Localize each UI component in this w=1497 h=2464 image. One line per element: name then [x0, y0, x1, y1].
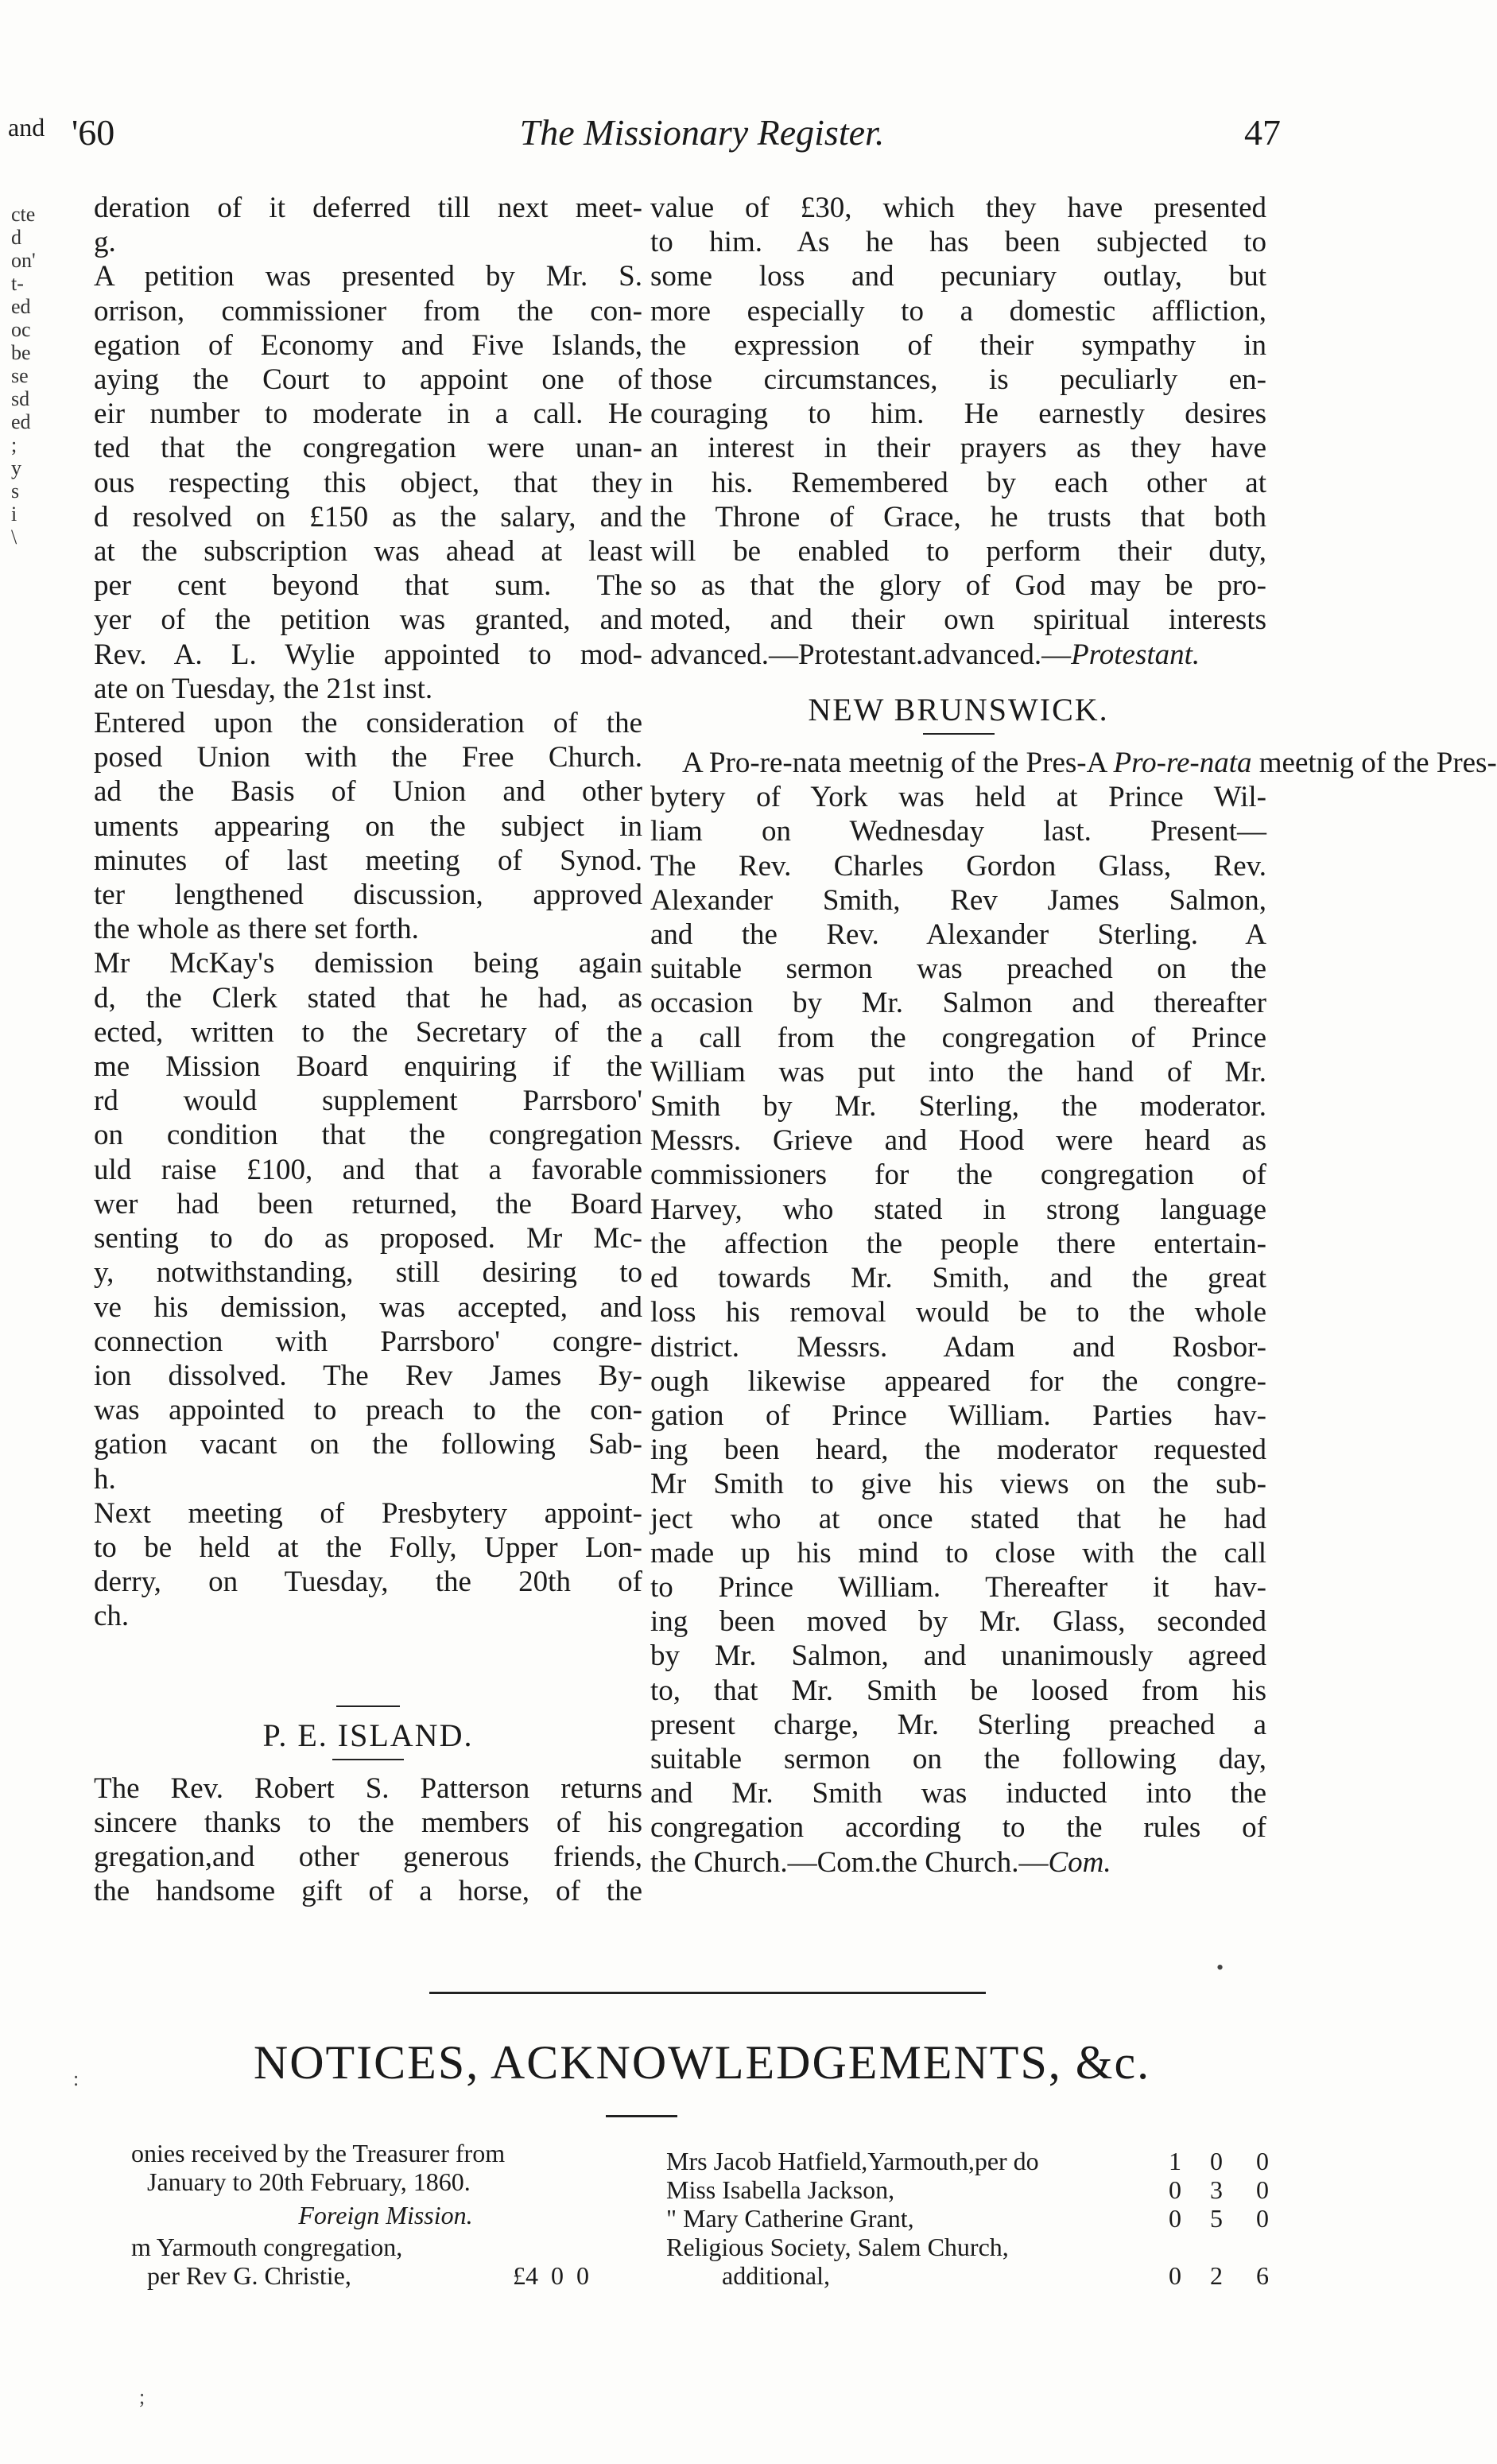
text-line: posed Union with the Free Church.	[94, 741, 642, 774]
text-line: those circumstances, is peculiarly en-	[650, 363, 1266, 397]
left-column	[94, 191, 642, 1909]
text-line: value of £30, which they have presented	[650, 192, 1266, 224]
ack-name: Mrs Jacob Hatfield,Yarmouth,per do	[666, 2147, 1039, 2175]
text-line: made up his mind to close with the call	[650, 1536, 1266, 1570]
text-line: rd would supplement Parrsboro'	[94, 1085, 642, 1118]
text-line: d resolved on £150 as the salary, and	[94, 500, 642, 534]
page-number: 47	[1244, 112, 1281, 153]
margin-fragment: t-	[11, 272, 24, 295]
left-column-paragraphs	[94, 191, 642, 1634]
ack-row	[666, 2175, 1286, 2204]
section-divider	[429, 1992, 986, 1994]
text-line: ad the Basis of Union and other	[94, 775, 642, 809]
text-line: to him. As he has been subjected to	[650, 226, 1266, 259]
journal-title: The Missionary Register.	[519, 112, 885, 153]
text-line: some loss and pecuniary outlay, but	[650, 260, 1266, 293]
ack-pounds: 1	[1169, 2147, 1181, 2175]
section-rule	[332, 1759, 404, 1760]
text-line: ed towards Mr. Smith, and the great	[650, 1262, 1266, 1295]
stray-mark: •	[1216, 1956, 1224, 1979]
text-line: orrison, commissioner from the con-	[94, 294, 642, 328]
continuation-paragraph	[650, 191, 1266, 672]
text-line: so as that the glory of God may be pro-	[650, 569, 1266, 603]
text-line: y, notwithstanding, still desiring to	[94, 1256, 642, 1290]
text-line: eir number to moderate in a call. He	[94, 398, 642, 431]
text-line: occasion by Mr. Salmon and thereafter	[650, 987, 1266, 1020]
text-line: to Prince William. Thereafter it hav-	[650, 1570, 1266, 1604]
ack-item-amount: £4 0 0	[513, 2261, 589, 2290]
text-line: Harvey, who stated in strong language	[650, 1193, 1266, 1226]
pei-heading: P. E. ISLAND.	[262, 1717, 474, 1753]
right-column	[650, 191, 1497, 1880]
margin-fragment: ;	[11, 433, 17, 456]
ack-pence: 0	[1256, 2147, 1269, 2175]
ack-shillings: 2	[1210, 2261, 1223, 2290]
text-line: gregation,and other generous friends,	[94, 1841, 642, 1874]
text-line: d, the Clerk stated that he had, as	[94, 981, 642, 1015]
text-line: Next meeting of Presbytery appoint-	[94, 1496, 642, 1530]
text-line: senting to do as proposed. Mr Mc-	[94, 1222, 642, 1255]
text-line: ch.	[94, 1600, 130, 1633]
text-line: per cent beyond that sum. The	[94, 569, 642, 603]
text-line: in his. Remembered by each other at	[650, 466, 1266, 499]
text-line: the whole as there set forth.	[94, 913, 419, 946]
margin-fragment: i	[11, 503, 17, 526]
text-line: William was put into the hand of Mr.	[650, 1055, 1266, 1088]
margin-fragment: y	[11, 456, 21, 479]
text-line: me Mission Board enquiring if the	[94, 1050, 642, 1084]
text-line: Mr Smith to give his views on the sub-	[650, 1468, 1266, 1501]
text-line: minutes of last meeting of Synod.	[94, 844, 642, 877]
ack-intro: January to 20th February, 1860.	[147, 2167, 471, 2196]
margin-fragment: ed	[11, 410, 31, 433]
paragraph	[94, 1496, 642, 1634]
text-line: district. Messrs. Adam and Rosbor-	[650, 1330, 1266, 1364]
text-line: yer of the petition was granted, and	[94, 603, 642, 637]
text-line: ject who at once stated that he had	[650, 1502, 1266, 1535]
text-line: gation of Prince William. Parties hav-	[650, 1399, 1266, 1432]
paragraph	[94, 191, 642, 259]
text-line: the expression of their sympathy in	[650, 328, 1266, 362]
text-line: by Mr. Salmon, and unanimously agreed	[650, 1639, 1266, 1673]
margin-fragment: s	[11, 479, 20, 503]
text-line: ate on Tuesday, the 21st inst.	[94, 672, 433, 705]
text-line: Smith by Mr. Sterling, the moderator.	[650, 1090, 1266, 1123]
text-line: ected, written to the Secretary of the	[94, 1015, 642, 1049]
text-line: ing been heard, the moderator requested	[650, 1434, 1266, 1467]
running-header	[0, 111, 1404, 159]
notices-title: NOTICES, ACKNOWLEDGEMENTS, &c.	[253, 2036, 1151, 2089]
text-line: Mr McKay's demission being again	[94, 947, 642, 980]
section-rule	[336, 1705, 400, 1707]
text-line: and Mr. Smith was inducted into the	[650, 1777, 1266, 1810]
text-line: more especially to a domestic affliction,	[650, 294, 1266, 328]
new-brunswick-paragraph	[650, 746, 1497, 1880]
text-line: A petition was presented by Mr. S.	[94, 260, 642, 293]
text-line: g.	[94, 226, 116, 259]
text-line: Rev. A. L. Wylie appointed to mod-	[94, 638, 642, 671]
text-line: liam on Wednesday last. Present—	[650, 815, 1266, 848]
ack-item-name: per Rev G. Christie,	[147, 2261, 351, 2290]
margin-fragment: cte	[11, 203, 36, 226]
text-line: gation vacant on the following Sab-	[94, 1428, 642, 1461]
text-line: The Rev. Robert S. Patterson returns	[94, 1771, 642, 1805]
text-line: congregation according to the rules of	[650, 1811, 1266, 1845]
text-line: bytery of York was held at Prince Wil-	[650, 781, 1266, 814]
text-line: to, that Mr. Smith be loosed from his	[650, 1674, 1266, 1707]
margin-fragment: \	[11, 526, 17, 549]
ack-name: Miss Isabella Jackson,	[666, 2175, 895, 2204]
text-line: aying the Court to appoint one of	[94, 363, 642, 397]
ack-pence: 0	[1256, 2175, 1269, 2204]
ack-row	[666, 2204, 1286, 2233]
text-line: deration of it deferred till next meet-	[94, 192, 642, 224]
stray-mark: ;	[139, 2385, 145, 2408]
text-line: wer had been returned, the Board	[94, 1187, 642, 1220]
margin-fragment: sd	[11, 387, 30, 410]
ack-intro: onies received by the Treasurer from	[131, 2139, 506, 2167]
acknowledgements-right	[666, 2139, 1286, 2290]
text-line: h.	[94, 1462, 116, 1496]
text-line: derry, on Tuesday, the 20th of	[94, 1566, 642, 1599]
header-year: '60	[72, 112, 115, 153]
margin-fragment: se	[11, 364, 29, 387]
ack-name: additional,	[722, 2261, 830, 2290]
text-line: egation of Economy and Five Islands,	[94, 328, 642, 362]
ack-pence: 6	[1256, 2261, 1269, 2290]
text-line: ve his demission, was accepted, and	[94, 1290, 642, 1324]
ack-subheading: Foreign Mission.	[298, 2201, 473, 2229]
text-line: will be enabled to perform their duty,	[650, 535, 1266, 568]
ack-pounds: 0	[1169, 2261, 1181, 2290]
ack-item	[131, 2261, 640, 2290]
margin-fragment: d	[11, 226, 21, 249]
text-line: moted, and their own spiritual interests	[650, 603, 1266, 637]
ack-item: m Yarmouth congregation,	[131, 2233, 403, 2261]
text-line: the affection the people there entertain-	[650, 1227, 1266, 1260]
section-rule	[606, 2115, 677, 2117]
ack-pence: 0	[1256, 2204, 1269, 2233]
text-line: the handsome gift of a horse, of the	[94, 1875, 642, 1908]
text-line: uments appearing on the subject in	[94, 809, 642, 843]
text-line: Messrs. Grieve and Hood were heard as	[650, 1124, 1266, 1158]
text-line: present charge, Mr. Sterling preached a	[650, 1708, 1266, 1741]
text-line: advanced.—Protestant.advanced.—Protestant.	[650, 638, 1200, 671]
text-line: connection with Parrsboro' congre-	[94, 1325, 642, 1358]
text-line: uld raise £100, and that a favorable	[94, 1153, 642, 1186]
text-line: couraging to him. He earnestly desires	[650, 398, 1266, 431]
ack-shillings: 3	[1210, 2175, 1223, 2204]
ack-row	[666, 2233, 1286, 2261]
acknowledgements-left	[131, 2139, 640, 2290]
ack-name: Religious Society, Salem Church,	[666, 2233, 1009, 2261]
text-line: commissioners for the congregation of	[650, 1158, 1266, 1192]
header-left-fragment: and	[8, 113, 45, 142]
text-line: ion dissolved. The Rev James By-	[94, 1359, 642, 1392]
text-line: at the subscription was ahead at least	[94, 535, 642, 568]
text-line: Entered upon the consideration of the	[94, 707, 642, 740]
text-line: ted that the congregation were unan-	[94, 432, 642, 465]
stray-mark: :	[73, 2067, 80, 2090]
section-rule	[923, 733, 995, 735]
text-line: A Pro-re-nata meetnig of the Pres-A Pro-re-nata meetnig of the Pres-	[682, 747, 1497, 780]
text-line: ough likewise appeared for the congre-	[650, 1364, 1266, 1398]
paragraph	[94, 259, 642, 706]
margin-fragment: be	[11, 341, 31, 364]
text-line: a call from the congregation of Prince	[650, 1021, 1266, 1054]
pei-paragraph	[94, 1771, 642, 1909]
ack-name: " Mary Catherine Grant,	[666, 2204, 914, 2233]
text-line: Alexander Smith, Rev James Salmon,	[650, 883, 1266, 917]
text-line: an interest in their prayers as they have	[650, 432, 1266, 465]
margin-fragment: ed	[11, 295, 31, 318]
text-line: on condition that the congregation	[94, 1119, 642, 1152]
text-line: to be held at the Folly, Upper Lon-	[94, 1531, 642, 1564]
paragraph	[94, 946, 642, 1496]
text-line: suitable sermon on the following day,	[650, 1742, 1266, 1775]
text-line: the Throne of Grace, he trusts that both	[650, 500, 1266, 534]
text-line: loss his removal would be to the whole	[650, 1296, 1266, 1329]
text-line: was appointed to preach to the con-	[94, 1394, 642, 1427]
ack-row	[666, 2261, 1286, 2290]
margin-fragment: oc	[11, 318, 31, 341]
ack-shillings: 0	[1210, 2147, 1223, 2175]
ack-shillings: 5	[1210, 2204, 1223, 2233]
text-line: the Church.—Com.the Church.—Com.	[650, 1845, 1111, 1879]
paragraph	[94, 706, 642, 946]
text-line: ter lengthened discussion, approved	[94, 879, 642, 912]
text-line: The Rev. Charles Gordon Glass, Rev.	[650, 849, 1266, 883]
ack-pounds: 0	[1169, 2175, 1181, 2204]
margin-fragment: on'	[11, 249, 36, 272]
margin-fragments	[11, 203, 59, 549]
ack-row	[666, 2147, 1286, 2175]
text-line: ing been moved by Mr. Glass, seconded	[650, 1605, 1266, 1639]
text-line: and the Rev. Alexander Sterling. A	[650, 918, 1266, 952]
new-brunswick-heading: NEW BRUNSWICK.	[808, 691, 1109, 728]
ack-pounds: 0	[1169, 2204, 1181, 2233]
text-line: suitable sermon was preached on the	[650, 953, 1266, 986]
text-line: sincere thanks to the members of his	[94, 1806, 642, 1839]
text-line: ous respecting this object, that they	[94, 466, 642, 499]
